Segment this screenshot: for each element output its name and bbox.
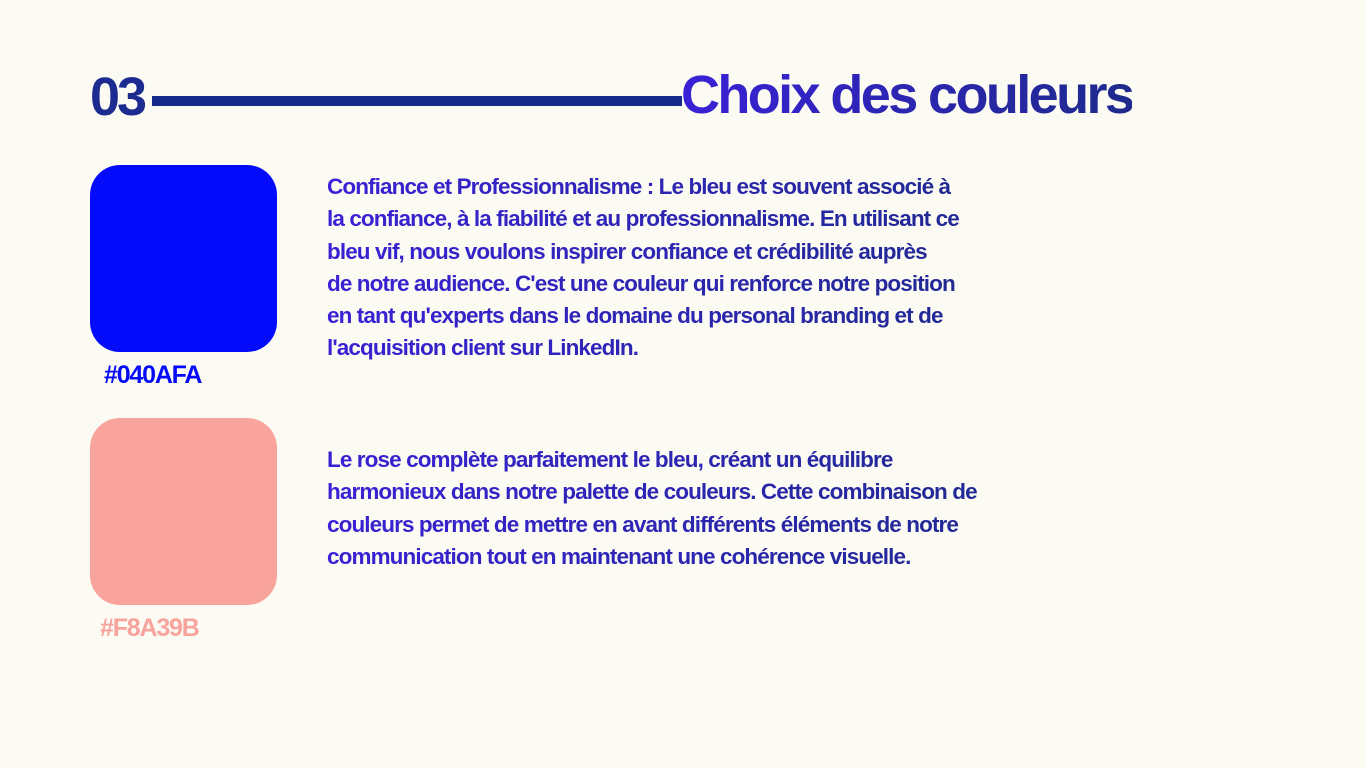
title-rule bbox=[152, 96, 682, 106]
color-swatch-blue bbox=[90, 165, 277, 352]
description-pink: Le rose complète parfaitement le bleu, créant un équilibre harmonieux dans notre palette de couleurs. Cette combinaison de couleurs permet de mettre en avant différents éléments de notre communication tout en maintenant une cohérence visuelle. bbox=[327, 444, 1047, 573]
page-title: Choix des couleurs bbox=[681, 65, 1133, 125]
hex-code-pink: #F8A39B bbox=[100, 614, 199, 642]
section-number: 03 bbox=[90, 67, 145, 127]
color-swatch-pink bbox=[90, 418, 277, 605]
hex-code-blue: #040AFA bbox=[104, 361, 202, 389]
description-blue: Confiance et Professionnalisme : Le bleu est souvent associé à la confiance, à la fiabilité et au professionnalisme. En utilisant ce bleu vif, nous voulons inspirer confiance et crédibilité auprès de notre audience. C'est une couleur qui renforce notre position en tant qu'experts dans le domaine du personal branding et de l'acquisition client sur LinkedIn. bbox=[327, 171, 1027, 365]
